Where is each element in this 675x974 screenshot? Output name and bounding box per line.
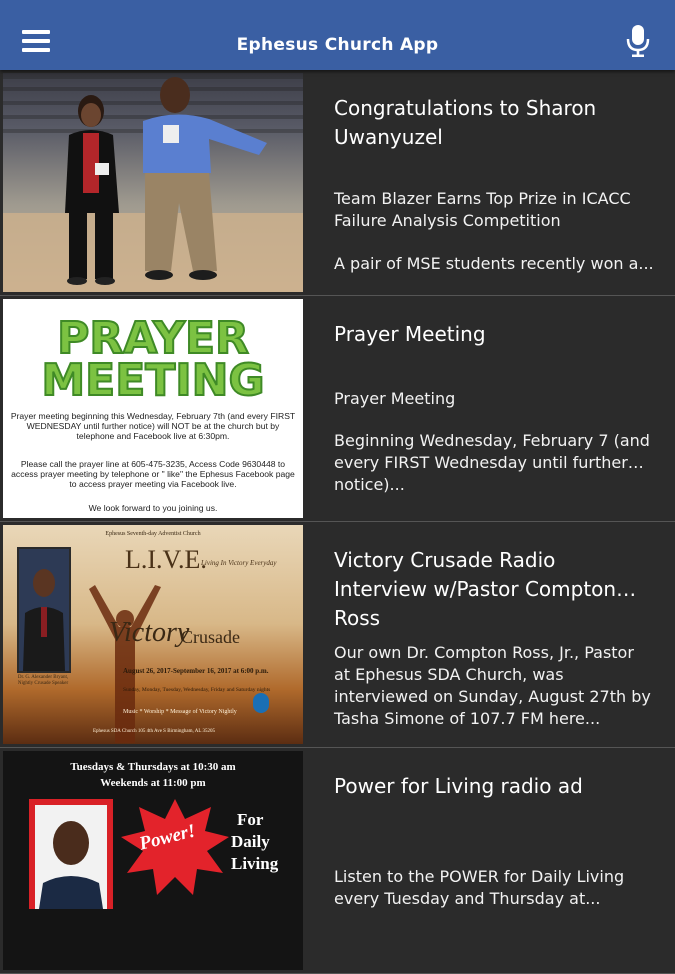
speaker-photo	[17, 547, 71, 673]
adventist-logo-icon	[253, 693, 269, 713]
flyer-address: Ephesus SDA Church 105 4th Ave S Birmingham, AL 35205	[93, 729, 215, 734]
feed-item-thumbnail	[3, 73, 303, 292]
news-feed	[0, 70, 675, 908]
flyer-heading-line1: PRAYER	[57, 313, 249, 364]
feed-item-summary-line1: Team Blazer Earns Top Prize in ICACC Failure Analysis Competition	[334, 189, 631, 230]
feed-item-thumbnail	[3, 525, 303, 744]
feed-item-thumbnail	[3, 299, 303, 518]
flyer-for: For	[237, 810, 264, 829]
feed-item-summary-line2: Beginning Wednesday, February 7 (and every FIRST Wednesday until further notice)...	[334, 431, 650, 494]
feed-item-title: Victory Crusade Radio Interview w/Pastor Compton Ross	[334, 548, 617, 630]
flyer-tagline: Music * Worship * Message of Victory Nightly	[123, 709, 237, 715]
flyer-crusade: Crusade	[181, 627, 240, 647]
flyer-speaker: Dr. G. Alexander Bryant, Nightly Crusade Speaker	[17, 675, 69, 686]
flyer-heading-line2: MEETING	[41, 355, 265, 406]
flyer-line2: Weekends at 11:00 pm	[100, 777, 206, 789]
microphone-icon[interactable]	[623, 24, 653, 58]
flyer-line1: Tuesdays & Thursdays at 10:30 am	[70, 761, 236, 773]
feed-item-summary: Listen to the POWER for Daily Living every Tuesday and Thursday at...	[334, 867, 625, 908]
flyer-paragraph: Please call the prayer line at 605-475-3235, Access Code 9630448 to access prayer meeting by telephone or " like" the Ephesus Facebook page to access prayer meeting via Facebook live.	[11, 459, 295, 489]
feed-item-summary-line1: Prayer Meeting	[334, 389, 456, 408]
feed-item-title: Power for Living radio ad	[334, 774, 583, 798]
feed-item-congratulations[interactable]	[0, 70, 675, 296]
flyer-live: L.I.V.E.	[125, 545, 207, 574]
menu-icon-bar	[22, 30, 50, 34]
app-title: Ephesus Church App	[236, 35, 439, 55]
praise-silhouette-image	[85, 583, 165, 743]
flyer-for-daily-living	[231, 809, 278, 875]
flyer-live-sub: Living In Victory Everyday	[201, 559, 277, 567]
feed-item-title: Congratulations to Sharon Uwanyuzel	[334, 96, 597, 149]
feed-item-title: Prayer Meeting	[334, 322, 486, 346]
flyer-dates: August 26, 2017-September 16, 2017 at 6:00 p.m.	[123, 667, 269, 675]
flyer-org: Ephesus Seventh-day Adventist Church	[105, 531, 201, 537]
feed-item-power-for-living[interactable]	[0, 748, 675, 974]
flyer-paragraph: We look forward to you joining us.	[88, 503, 218, 513]
app-bar	[0, 0, 675, 70]
host-photo	[29, 799, 113, 909]
feed-item-thumbnail	[3, 751, 303, 970]
flyer-paragraph: Prayer meeting beginning this Wednesday, February 7th (and every FIRST WEDNESDAY until further notice) will NOT be at the church but by telephone and Facebook live at 6:30pm.	[10, 411, 296, 441]
flyer-living: Living	[231, 854, 279, 873]
feed-item-summary: Our own Dr. Compton Ross, Jr., Pastor at Ephesus SDA Church, was interviewed on Sunday, August 27th by Tasha Simone of 107.7 FM here...	[334, 643, 651, 728]
flyer-victory: Victory	[109, 617, 190, 648]
flyer-days: Sunday, Monday, Tuesday, Wednesday, Friday and Saturday nights	[123, 687, 271, 693]
feed-item-victory-crusade[interactable]	[0, 522, 675, 748]
feed-item-summary-line2: A pair of MSE students recently won a...	[334, 254, 654, 273]
award-photo-image	[3, 73, 303, 292]
feed-item-prayer-meeting[interactable]	[0, 296, 675, 522]
flyer-badge: Power!	[137, 820, 198, 855]
flyer-daily: Daily	[231, 832, 270, 851]
